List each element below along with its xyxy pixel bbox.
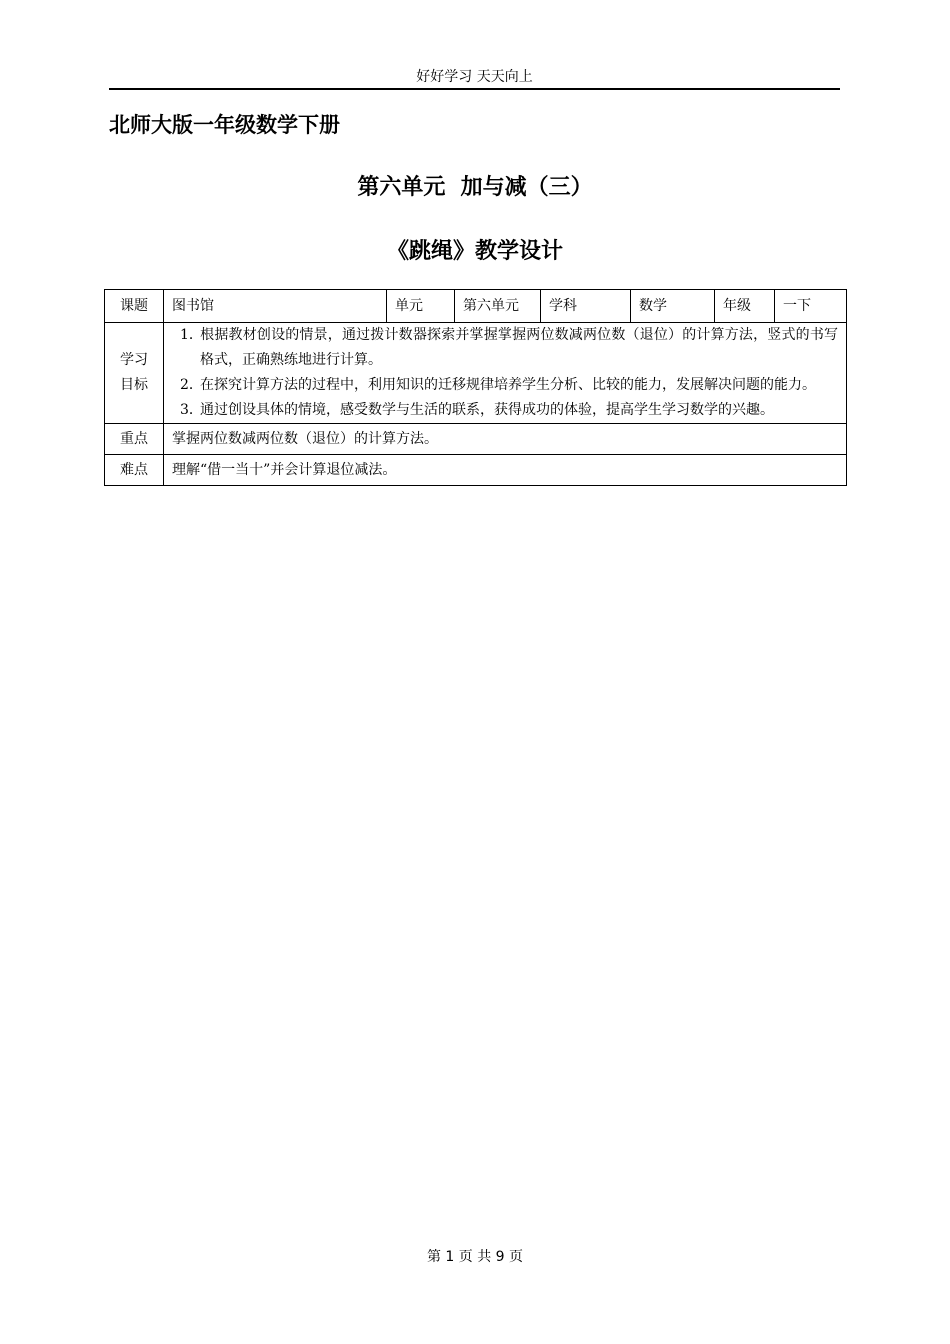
unit-label: 单元 [387, 290, 455, 323]
goal-number: 2． [180, 377, 203, 393]
grade-label: 年级 [715, 290, 775, 323]
goal-text: 根据教材创设的情景，通过拨计数器探索并掌握掌握两位数减两位数（退位）的计算方法，竖式的书写格式，正确熟练地进行计算。 [200, 327, 838, 368]
book-title: 北师大版一年级数学下册 [109, 113, 340, 137]
table-row-info [105, 290, 847, 323]
table-row-difficulty [105, 455, 847, 486]
key-point-value: 掌握两位数减两位数（退位）的计算方法。 [164, 424, 847, 455]
lesson-title: 《跳绳》教学设计 [386, 239, 563, 264]
topic-label: 课题 [105, 290, 164, 323]
goal-item [172, 398, 838, 423]
difficulty-value: 理解“借一当十”并会计算退位减法。 [164, 455, 847, 486]
goal-text: 通过创设具体的情境，感受数学与生活的联系，获得成功的体验，提高学生学习数学的兴趣。 [200, 402, 774, 418]
goal-number: 3． [180, 402, 203, 418]
unit-title: 第六单元 加与减（三） [357, 175, 593, 200]
unit-value: 第六单元 [455, 290, 541, 323]
goals-list [164, 323, 847, 424]
goals-label [105, 323, 164, 424]
key-point-label: 重点 [105, 424, 164, 455]
goals-label-text: 学习目标 [120, 352, 148, 393]
goal-number: 1． [180, 327, 203, 343]
page-header: 好好学习 天天向上 [416, 69, 533, 85]
difficulty-label: 难点 [105, 455, 164, 486]
table-row-goals [105, 323, 847, 424]
page-footer: 第 1 页 共 9 页 [426, 1249, 524, 1265]
lesson-plan-table [104, 289, 847, 486]
subject-value: 数学 [631, 290, 715, 323]
table-row-key-point [105, 424, 847, 455]
goal-item [172, 373, 838, 398]
goal-text: 在探究计算方法的过程中，利用知识的迁移规律培养学生分析、比较的能力，发展解决问题的能力。 [200, 377, 816, 393]
topic-value: 图书馆 [164, 290, 387, 323]
subject-label: 学科 [541, 290, 631, 323]
grade-value: 一下 [775, 290, 847, 323]
goal-item [172, 323, 838, 373]
header-rule [109, 88, 840, 90]
